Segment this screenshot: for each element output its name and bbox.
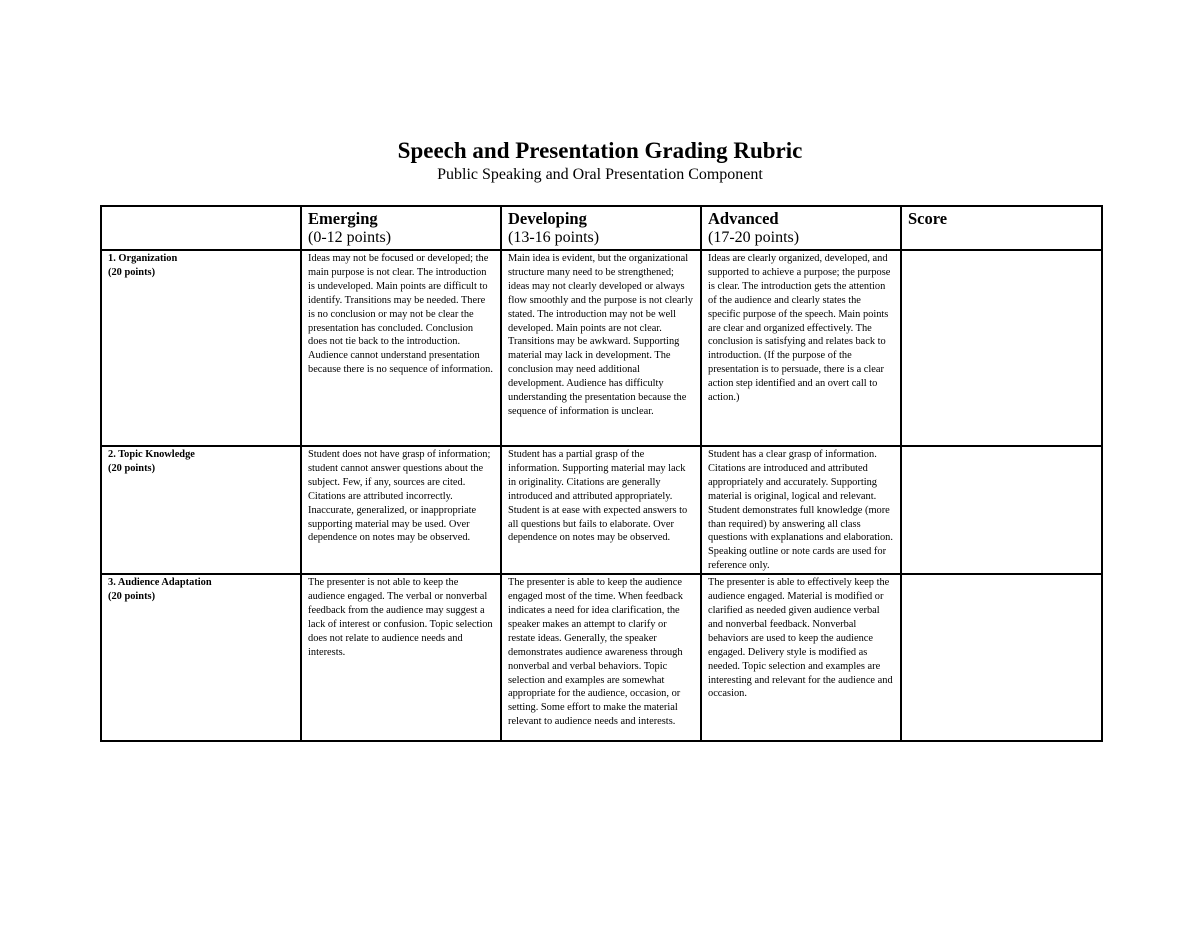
level-points: (13-16 points) xyxy=(508,229,600,246)
header-row xyxy=(101,206,1102,250)
criterion-cell xyxy=(101,574,301,741)
header-criterion-cell xyxy=(101,206,301,250)
developing-cell: Student has a partial grasp of the information. Supporting material may lack in originality. Citations are generally introduced and attributed appropriately. Student is at ease with expected answers to all questions but fails to elaborate. Over dependence on notes may be observed. xyxy=(501,446,701,574)
table-row xyxy=(101,250,1102,446)
score-label: Score xyxy=(908,209,948,228)
criterion-points: (20 points) xyxy=(108,462,156,474)
page-subtitle: Public Speaking and Oral Presentation Component xyxy=(437,166,763,183)
level-points: (0-12 points) xyxy=(308,229,392,246)
emerging-cell: Student does not have grasp of information; student cannot answer questions about the subject. Few, if any, sources are cited. Citations are attributed incorrectly. Inaccurate, generalized, or inappropriate supporting material may be used. Over dependence on notes may be observed. xyxy=(301,446,501,574)
level-name: Advanced xyxy=(708,209,779,228)
table-row xyxy=(101,446,1102,574)
emerging-cell: Ideas may not be focused or developed; the main purpose is not clear. The introduction is undeveloped. Main points are difficult to identify. Transitions may be needed. There is no conclusion or may not be clear the presentation has concluded. Conclusion does not tie back to the introduction. Audience cannot understand presentation because there is no sequence of information. xyxy=(301,250,501,446)
header-developing-cell xyxy=(501,206,701,250)
emerging-cell: The presenter is not able to keep the audience engaged. The verbal or nonverbal feedback from the audience may suggest a lack of interest or confusion. Topic selection does not relate to audience needs and interests. xyxy=(301,574,501,741)
advanced-cell: The presenter is able to effectively keep the audience engaged. Material is modified or clarified as needed given audience verbal and nonverbal feedback. Nonverbal behaviors are used to keep the audience engaged. Delivery style is modified as needed. Topic selection and examples are interesting and relevant for the audience and occasion. xyxy=(701,574,901,741)
criterion-name: 2. Topic Knowledge xyxy=(108,449,195,460)
header-score-cell xyxy=(901,206,1102,250)
level-name: Emerging xyxy=(308,209,378,228)
advanced-cell: Student has a clear grasp of information. Citations are introduced and attributed appropriately and accurately. Supporting material is original, logical and relevant. Student demonstrates full knowledge (more than required) by answering all class questions with explanations and elaboration. Speaking outline or note cards are used for reference only. xyxy=(701,446,901,574)
header-emerging-cell xyxy=(301,206,501,250)
developing-cell: The presenter is able to keep the audience engaged most of the time. When feedback indicates a need for idea clarification, the speaker makes an attempt to clarify or restate ideas. Generally, the speaker demonstrates audience awareness through nonverbal and verbal behaviors. Topic selection and examples are somewhat appropriate for the audience, occasion, or setting. Some effort to make the material relevant to audience needs and interests. xyxy=(501,574,701,741)
page-title: Speech and Presentation Grading Rubric xyxy=(397,138,803,163)
score-cell xyxy=(901,574,1102,741)
criterion-cell xyxy=(101,250,301,446)
score-cell xyxy=(901,250,1102,446)
rubric-table xyxy=(100,205,1103,742)
criterion-cell xyxy=(101,446,301,574)
criterion-points: (20 points) xyxy=(108,266,156,278)
developing-cell: Main idea is evident, but the organizational structure many need to be strengthened; ideas may not clearly developed or always flow smoothly and the purpose is not clearly stated. The introduction may not be well developed. Main points are not clear. Transitions may be awkward. Supporting material may lack in development. The conclusion may need additional development. Audience has difficulty understanding the presentation because the sequence of information is unclear. xyxy=(501,250,701,446)
header-advanced-cell xyxy=(701,206,901,250)
level-points: (17-20 points) xyxy=(708,229,800,246)
criterion-name: 1. Organization xyxy=(108,253,178,264)
level-name: Developing xyxy=(508,209,587,228)
criterion-name: 3. Audience Adaptation xyxy=(108,577,212,589)
score-cell xyxy=(901,446,1102,574)
criterion-points: (20 points) xyxy=(108,591,156,603)
table-row xyxy=(101,574,1102,741)
advanced-cell: Ideas are clearly organized, developed, and supported to achieve a purpose; the purpose is clear. The introduction gets the attention of the audience and clearly states the specific purpose of the speech. Main points are clear and organized effectively. The conclusion is satisfying and relates back to introduction. (If the purpose of the presentation is to persuade, there is a clear action step identified and an overt call to action.) xyxy=(701,250,901,446)
